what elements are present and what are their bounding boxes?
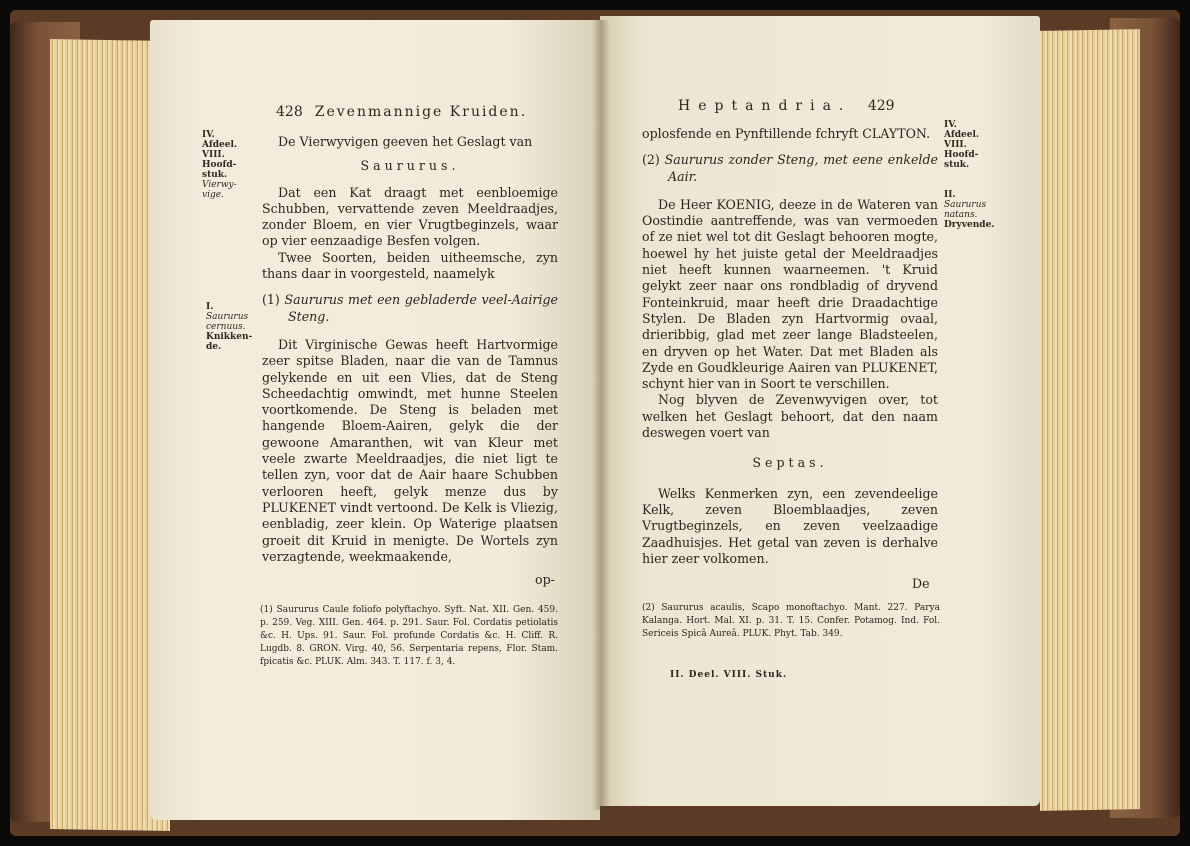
side-note-line: II. <box>944 190 956 200</box>
right-page <box>600 16 1040 806</box>
running-head-right <box>678 98 907 114</box>
side-note-line: Afdeel. <box>944 130 979 140</box>
side-note-species-2 <box>944 190 994 230</box>
species-2-number: (2) <box>642 152 660 168</box>
footnote-2-text: (2) Saururus acaulis, Scapo monoftachyo. Mant. 227. Parya Kalanga. Hort. Mal. XI. p. 31. T. 15. Confer. Potamog. Ind. Fol. Sericeis Spicâ Aureâ. PLUK. Phyt. Tab. 349. <box>642 603 940 639</box>
side-note-line: Saururus <box>206 312 249 322</box>
footnote-1-text: (1) Saururus Caule foliofo polyftachyo. Syft. Nat. XII. Gen. 459. p. 259. Veg. XIII. Gen. 464. p. 291. Saur. Fol. Cordatis petiolatis &c. H. Ups. 91. Saur. Fol. profunde Cordatis &c. H. Cliff. R. Lugdb. 8. GRON. Virg. 40, 56. Serpentaria repens, Flor. Stam. fpicatis &c. PLUK. Alm. 343. T. 117. f. 3, 4. <box>260 605 558 667</box>
running-head-left <box>276 104 527 120</box>
species-1-heading <box>262 292 558 325</box>
continued-line: oplosfende en Pynftillende fchryft CLAYTON. <box>642 126 931 141</box>
side-note-line: Knikken- <box>206 332 253 342</box>
running-head-right-title: Heptandria. <box>678 98 852 114</box>
footnote-left <box>260 604 558 669</box>
side-note-species-1 <box>206 302 252 352</box>
septas-intro: Nog blyven de Zevenwyvigen over, tot welken het Geslagt behoort, dat den naam deswegen voert van <box>642 392 938 441</box>
catchword-left: op- <box>535 572 555 587</box>
genus-heading-saururus: Saururus. <box>360 158 460 174</box>
species-1-name: Saururus met een gebladerde veel-Aairige Steng. <box>284 292 558 324</box>
side-note-line: Hoofd- <box>202 160 237 170</box>
species-1-number: (1) <box>262 292 280 308</box>
intro-line: De Vierwyvigen geeven het Geslagt van <box>278 134 533 149</box>
right-body-text <box>642 126 938 567</box>
side-note-line: VIII. <box>944 140 967 150</box>
side-note-line: IV. <box>202 130 215 140</box>
catchword-right: De <box>912 576 930 591</box>
left-page <box>150 20 600 820</box>
page-number-left: 428 <box>276 104 303 120</box>
left-body-text <box>262 134 558 565</box>
side-note-section-right <box>944 120 979 170</box>
species-2-name: Saururus zonder Steng, met eene enkelde Aair. <box>664 152 938 184</box>
side-note-line: stuk. <box>944 160 970 170</box>
genus-heading-septas: Septas. <box>752 455 828 471</box>
side-note-line: Vierwy- <box>202 180 237 190</box>
side-note-line: IV. <box>944 120 957 130</box>
running-head-left-title: Zevenmannige Kruiden. <box>314 104 528 120</box>
signature-mark: II. Deel. VIII. Stuk. <box>670 670 788 680</box>
species-2-heading <box>642 152 938 185</box>
side-note-line: stuk. <box>202 170 228 180</box>
side-note-line: cernuus. <box>206 322 246 332</box>
side-note-line: VIII. <box>202 150 225 160</box>
side-note-line: vige. <box>202 190 224 200</box>
side-note-line: de. <box>206 342 222 352</box>
right-page-edges <box>1040 29 1140 811</box>
side-note-line: Dryvende. <box>944 220 995 230</box>
side-note-line: Saururus <box>944 200 987 210</box>
species-count-text: Twee Soorten, beiden uitheemsche, zyn thans daar in voorgesteld, naamelyk <box>262 249 558 282</box>
species-1-description: Dit Virginische Gewas heeft Hartvormige zeer spitse Bladen, naar die van de Tamnus gelykende en uit een Vlies, dat de Steng Scheedachtig omwindt, met hunne Steelen voortkomende. De Steng is beladen met hangende Bloem-Aairen, gelyk die der gewoone Amaranthen, wit van Kleur met veele zwarte Meeldraadjes, die niet ligt te tellen zyn, voor dat de Aair haare Schubben verlooren heeft, gelyk menze dus by PLUKENET vindt vertoond. De Kelk is Vliezig, eenbladig, zeer klein. Op Waterige plaatsen groeit dit Kruid in menigte. De Wortels zyn verzagtende, weekmaakende, <box>262 336 558 564</box>
side-note-line: Afdeel. <box>202 140 237 150</box>
book-gutter <box>592 20 610 810</box>
page-number-right: 429 <box>867 98 895 114</box>
footnote-right <box>642 602 940 641</box>
side-note-line: I. <box>206 302 214 312</box>
side-note-line: natans. <box>944 210 978 220</box>
side-note-line: Hoofd- <box>944 150 979 160</box>
genus-description: Dat een Kat draagt met eenbloemige Schubben, vervattende zeven Meeldraadjes, zonder Bloem, en vier Vrugtbeginzels, waar op vier eenzaadige Besfen volgen. <box>262 184 558 249</box>
septas-description: Welks Kenmerken zyn, een zevendeelige Kelk, zeven Bloemblaadjes, zeven Vrugtbeginzels, en zeven veelzaadige Zaadhuisjes. Het getal van zeven is derhalve hier zeer volkomen. <box>642 485 938 566</box>
species-2-description: De Heer KOENIG, deeze in de Wateren van Oostindie aantreffende, was van vermoeden of ze niet wel tot dit Geslagt behooren mogte, hoewel hy het juiste getal der Meeldraadjes niet heeft kunnen waarneemen. 't Kruid gelykt zeer naar ons rondbladig of dryvend Fonteinkruid, maar heeft drie Draadachtige Stylen. De Bladen zyn Hartvormig ovaal, drieribbig, glad met zeer lange Bladsteelen, en dryven op het Water. Dat met Bladen als Zyde en Goudkleurige Aairen van PLUKENET, schynt hier van in Soort te verschillen. <box>642 196 938 392</box>
side-note-section <box>202 130 237 200</box>
